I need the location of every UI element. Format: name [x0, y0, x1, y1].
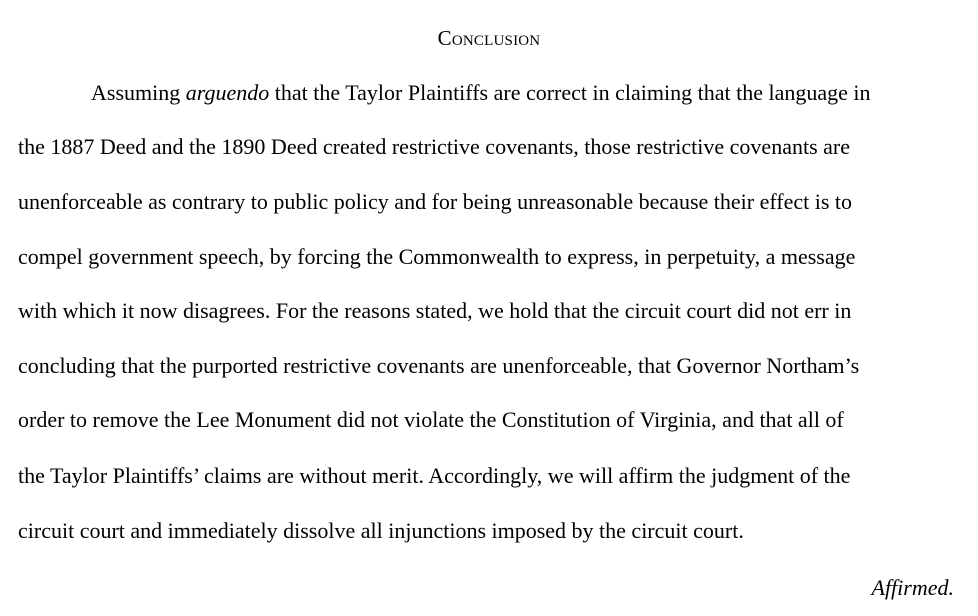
disposition-affirmed: Affirmed.: [871, 575, 954, 600]
paragraph-line-7: order to remove the Lee Monument did not violate the Constitution of Virginia, and that all of: [18, 407, 844, 432]
paragraph-line-8: the Taylor Plaintiffs’ claims are without merit. Accordingly, we will affirm the judgment of the: [18, 463, 851, 488]
paragraph-line-9: circuit court and immediately dissolve all injunctions imposed by the circuit court.: [18, 518, 744, 543]
line-1-trail-text: that the Taylor Plaintiffs are correct in claiming that the language in: [269, 80, 871, 105]
section-heading: Conclusion: [437, 26, 541, 50]
paragraph-line-4: compel government speech, by forcing the Commonwealth to express, in perpetuity, a message: [18, 244, 856, 269]
paragraph-line-2: the 1887 Deed and the 1890 Deed created restrictive covenants, those restrictive covenants are: [18, 134, 850, 159]
line-1-lead-text: Assuming: [91, 80, 186, 105]
paragraph-line-3: unenforceable as contrary to public policy and for being unreasonable because their effect is to: [18, 189, 853, 214]
paragraph-line-1: [91, 79, 871, 107]
paragraph-line-5: with which it now disagrees. For the reasons stated, we hold that the circuit court did not err in: [18, 298, 852, 323]
paragraph-line-6: concluding that the purported restrictive covenants are unenforceable, that Governor Northam’s: [18, 353, 860, 378]
latin-term-arguendo: arguendo: [185, 80, 270, 105]
